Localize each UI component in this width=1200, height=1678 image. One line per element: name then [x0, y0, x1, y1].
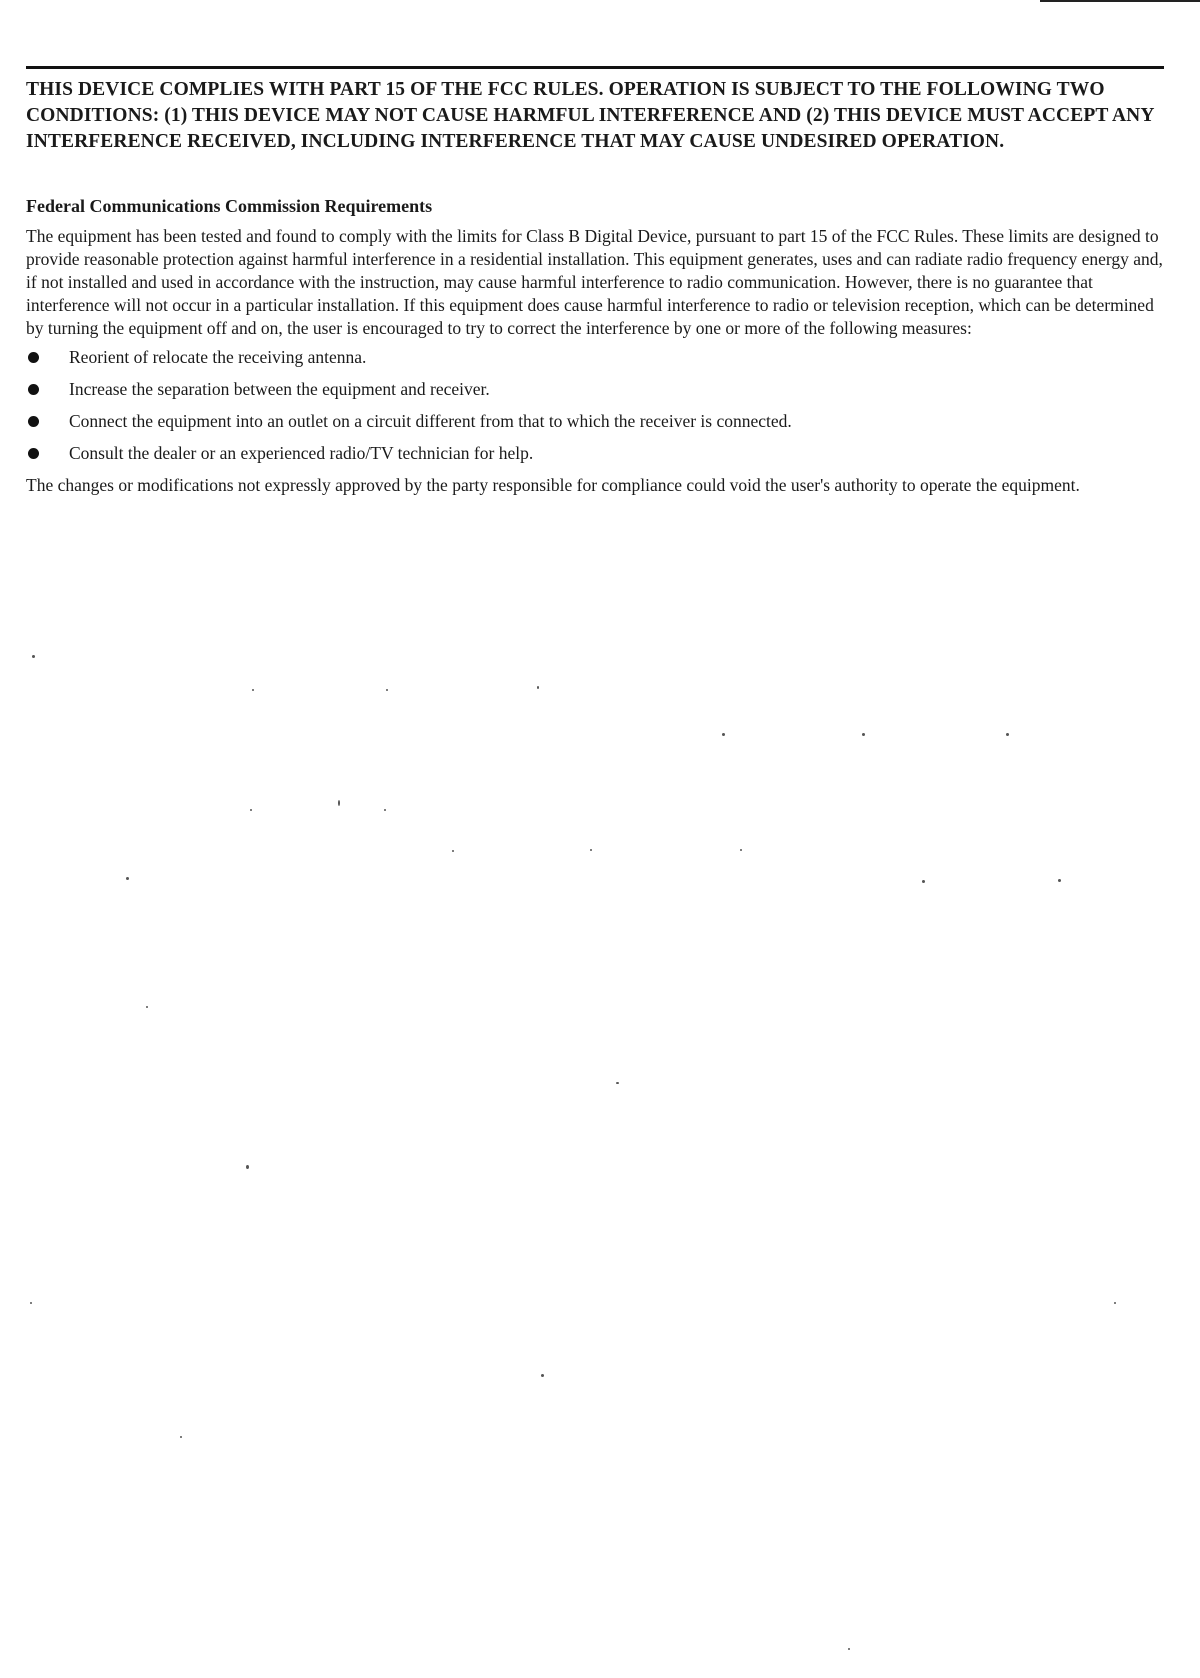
- bullet-icon: [28, 352, 39, 363]
- fcc-document: [26, 66, 1166, 497]
- scan-speck: [740, 849, 742, 851]
- scan-speck: [1006, 733, 1009, 736]
- scan-speck: [252, 689, 254, 691]
- scan-speck: [541, 1374, 544, 1377]
- scan-speck: [32, 655, 35, 658]
- scan-speck: [848, 1648, 850, 1650]
- scan-speck: [246, 1165, 249, 1169]
- scan-speck: [862, 733, 865, 736]
- scan-speck: [1058, 879, 1061, 882]
- scan-speck: [590, 849, 592, 851]
- scan-speck: [1114, 1302, 1116, 1304]
- measure-text: Consult the dealer or an experienced radio/TV technician for help.: [69, 443, 534, 463]
- scan-speck: [616, 1082, 619, 1084]
- top-right-rule: [1040, 0, 1200, 2]
- bullet-icon: [28, 416, 39, 427]
- list-item: [26, 378, 1166, 401]
- scan-speck: [386, 689, 388, 691]
- closing-paragraph: The changes or modifications not expressly approved by the party responsible for compliance could void the user's authority to operate the equipment.: [26, 475, 1080, 495]
- measure-text: Connect the equipment into an outlet on a circuit different from that to which the receiver is connected.: [69, 411, 792, 431]
- scan-speck: [338, 800, 340, 806]
- fcc-compliance-notice: THIS DEVICE COMPLIES WITH PART 15 OF THE FCC RULES. OPERATION IS SUBJECT TO THE FOLLOWING TWO CONDITIONS: (1) THIS DEVICE MAY NOT CAUSE HARMFUL INTERFERENCE AND (2) THIS DEVICE MUST ACCEPT ANY INTERFERENCE RECEIVED, INCLUDING INTERFERENCE THAT MAY CAUSE UNDESIRED OPERATION.: [26, 79, 1154, 152]
- header-rule: [26, 66, 1164, 69]
- scan-speck: [146, 1006, 148, 1008]
- measures-list: [26, 346, 1166, 465]
- scan-speck: [452, 850, 454, 852]
- scan-speck: [30, 1302, 32, 1304]
- section-heading: Federal Communications Commission Requirements: [26, 196, 433, 216]
- scan-speck: [384, 809, 386, 811]
- scan-speck: [722, 733, 725, 736]
- list-item: [26, 346, 1166, 369]
- measure-text: Reorient of relocate the receiving antenna.: [69, 347, 367, 367]
- scan-speck: [537, 686, 539, 689]
- bullet-icon: [28, 384, 39, 395]
- scan-speck: [922, 880, 925, 883]
- scan-speck: [126, 877, 129, 880]
- measure-text: Increase the separation between the equipment and receiver.: [69, 379, 490, 399]
- list-item: [26, 410, 1166, 433]
- scan-speck: [250, 809, 252, 811]
- bullet-icon: [28, 448, 39, 459]
- requirements-paragraph: The equipment has been tested and found to comply with the limits for Class B Digital Device, pursuant to part 15 of the FCC Rules. These limits are designed to provide reasonable protection against harmful interference in a residential installation. This equipment generates, uses and can radiate radio frequency energy and, if not installed and used in accordance with the instruction, may cause harmful interference to radio communication. However, there is no guarantee that interference will not occur in a particular installation. If this equipment does cause harmful interference to radio or television reception, which can be determined by turning the equipment off and on, the user is encouraged to try to correct the interference by one or more of the following measures:: [26, 226, 1163, 338]
- list-item: [26, 442, 1166, 465]
- scan-speck: [180, 1436, 182, 1438]
